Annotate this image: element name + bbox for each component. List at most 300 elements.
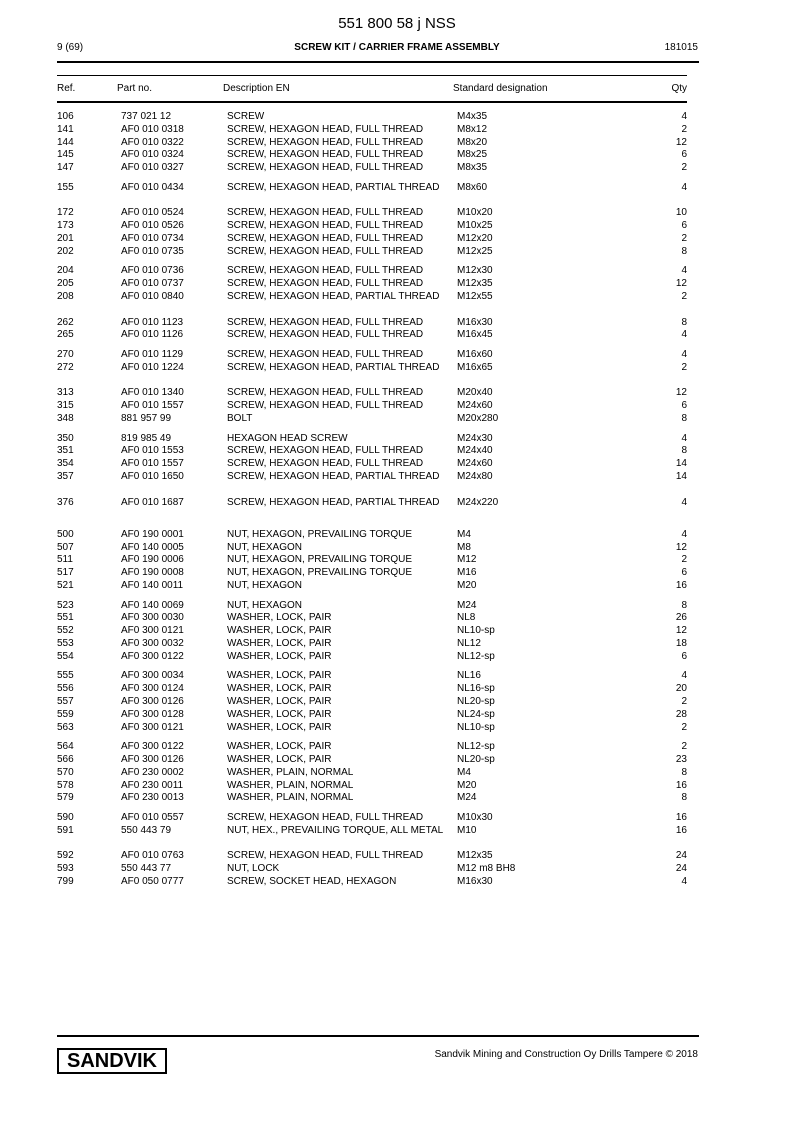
document-title: SCREW KIT / CARRIER FRAME ASSEMBLY (294, 42, 500, 53)
part-no-cell: AF0 010 0327 (121, 162, 184, 174)
ref-cell: 354 (57, 458, 74, 470)
ref-cell: 555 (57, 670, 74, 682)
qty-cell: 6 (681, 400, 687, 412)
part-no-cell: AF0 010 0324 (121, 149, 184, 161)
ref-cell: 141 (57, 123, 74, 135)
ref-cell: 564 (57, 741, 74, 753)
part-no-cell: 550 443 77 (121, 863, 172, 875)
standard-designation-cell: M10x25 (457, 220, 493, 232)
ref-cell: 553 (57, 638, 74, 650)
logo-text: SANDVIK (66, 1050, 157, 1072)
ref-cell: 106 (57, 111, 74, 122)
qty-cell: 16 (675, 580, 687, 592)
description-cell: SCREW, HEXAGON HEAD, FULL THREAD (227, 316, 424, 328)
ref-cell: 201 (57, 232, 74, 244)
part-no-cell: AF0 010 0434 (121, 181, 184, 193)
table-row (0, 696, 794, 709)
part-no-cell: AF0 010 1340 (121, 387, 184, 399)
table-row (0, 741, 794, 754)
ref-cell: 559 (57, 708, 74, 720)
part-no-cell: AF0 010 0557 (121, 812, 184, 824)
ref-cell: 799 (57, 876, 74, 887)
column-header-ref: Ref. (57, 83, 76, 94)
ref-cell: 270 (57, 348, 74, 360)
standard-designation-cell: NL10-sp (457, 625, 495, 637)
part-no-cell: AF0 010 1650 (121, 470, 184, 482)
description-cell: WASHER, LOCK, PAIR (227, 650, 332, 662)
ref-cell: 592 (57, 850, 74, 862)
ref-cell: 551 (57, 612, 74, 624)
ref-cell: 262 (57, 316, 74, 328)
description-cell: SCREW, HEXAGON HEAD, FULL THREAD (227, 812, 424, 824)
qty-cell: 8 (681, 792, 687, 804)
table-row (0, 387, 794, 400)
top-rule (57, 61, 699, 63)
description-cell: SCREW, HEXAGON HEAD, FULL THREAD (227, 458, 424, 470)
qty-cell: 12 (675, 541, 687, 553)
table-row (0, 317, 794, 330)
standard-designation-cell: M4 (457, 766, 471, 778)
description-cell: SCREW, HEXAGON HEAD, FULL THREAD (227, 387, 424, 399)
qty-cell: 4 (681, 432, 687, 444)
ref-cell: 357 (57, 470, 74, 482)
description-cell: SCREW, HEXAGON HEAD, FULL THREAD (227, 445, 424, 457)
part-no-cell: AF0 010 0737 (121, 278, 184, 290)
table-row (0, 612, 794, 625)
table-row (0, 433, 794, 446)
part-no-cell: AF0 190 0001 (121, 528, 184, 540)
qty-cell: 4 (681, 670, 687, 682)
standard-designation-cell: M12x20 (457, 232, 493, 244)
table-row (0, 792, 794, 805)
ref-cell: 350 (57, 432, 74, 444)
description-cell: WASHER, LOCK, PAIR (227, 741, 332, 753)
standard-designation-cell: NL16-sp (457, 683, 495, 695)
standard-designation-cell: M20 (457, 580, 477, 592)
part-no-cell: AF0 300 0121 (121, 721, 184, 733)
part-no-cell: AF0 300 0124 (121, 683, 184, 695)
qty-cell: 2 (681, 554, 687, 566)
table-row (0, 329, 794, 342)
standard-designation-cell: M12 m8 BH8 (457, 863, 516, 875)
description-cell: WASHER, LOCK, PAIR (227, 638, 332, 650)
qty-cell: 2 (681, 290, 687, 302)
table-row (0, 812, 794, 825)
qty-cell: 12 (675, 136, 687, 148)
table-row (0, 651, 794, 664)
ref-cell: 351 (57, 445, 74, 457)
description-cell: WASHER, PLAIN, NORMAL (227, 779, 354, 791)
part-no-cell: AF0 300 0126 (121, 696, 184, 708)
description-cell: SCREW, HEXAGON HEAD, PARTIAL THREAD (227, 496, 440, 508)
standard-designation-cell: M24x40 (457, 445, 493, 457)
description-cell: NUT, HEXAGON (227, 599, 303, 611)
ref-cell: 566 (57, 754, 74, 766)
part-no-cell: AF0 010 0524 (121, 207, 184, 219)
standard-designation-cell: M20x40 (457, 387, 493, 399)
part-no-cell: AF0 010 0322 (121, 136, 184, 148)
description-cell: SCREW, HEXAGON HEAD, PARTIAL THREAD (227, 470, 440, 482)
standard-designation-cell: NL20-sp (457, 696, 495, 708)
standard-designation-cell: M8x20 (457, 136, 488, 148)
ref-cell: 155 (57, 181, 74, 193)
standard-designation-cell: M16x45 (457, 329, 493, 341)
ref-cell: 563 (57, 721, 74, 733)
standard-designation-cell: M8x12 (457, 123, 488, 135)
description-cell: SCREW, HEXAGON HEAD, PARTIAL THREAD (227, 290, 440, 302)
table-row (0, 876, 794, 889)
description-cell: SCREW, HEXAGON HEAD, PARTIAL THREAD (227, 181, 440, 193)
standard-designation-cell: M12x35 (457, 278, 493, 290)
parts-table (0, 111, 794, 889)
document-date: 181015 (664, 42, 698, 53)
qty-cell: 10 (675, 207, 687, 219)
qty-cell: 6 (681, 220, 687, 232)
part-no-cell: AF0 300 0126 (121, 754, 184, 766)
qty-cell: 18 (675, 638, 687, 650)
description-cell: WASHER, LOCK, PAIR (227, 683, 332, 695)
table-row (0, 220, 794, 233)
part-no-cell: AF0 300 0034 (121, 670, 184, 682)
column-header-standard: Standard designation (453, 83, 548, 94)
copyright-text: Sandvik Mining and Construction Oy Drills Tampere © 2018 (434, 1049, 698, 1060)
description-cell: SCREW, HEXAGON HEAD, FULL THREAD (227, 245, 424, 257)
document-number: 551 800 58 j NSS (338, 15, 456, 32)
description-cell: WASHER, LOCK, PAIR (227, 721, 332, 733)
part-no-cell: AF0 300 0121 (121, 625, 184, 637)
description-cell: WASHER, PLAIN, NORMAL (227, 766, 354, 778)
table-row (0, 182, 794, 208)
part-no-cell: AF0 230 0013 (121, 792, 184, 804)
ref-cell: 579 (57, 792, 74, 804)
description-cell: NUT, HEXAGON, PREVAILING TORQUE (227, 567, 413, 579)
standard-designation-cell: M8x60 (457, 181, 488, 193)
table-row (0, 767, 794, 780)
part-no-cell: AF0 230 0011 (121, 779, 184, 791)
part-no-cell: AF0 010 0734 (121, 232, 184, 244)
qty-cell: 4 (681, 876, 687, 887)
standard-designation-cell: M4x35 (457, 111, 488, 122)
part-no-cell: AF0 010 1553 (121, 445, 184, 457)
part-no-cell: AF0 010 0840 (121, 290, 184, 302)
qty-cell: 2 (681, 741, 687, 753)
standard-designation-cell: M16x65 (457, 361, 493, 373)
qty-cell: 2 (681, 696, 687, 708)
description-cell: SCREW, HEXAGON HEAD, FULL THREAD (227, 149, 424, 161)
table-row (0, 162, 794, 175)
table-row (0, 349, 794, 362)
qty-cell: 12 (675, 625, 687, 637)
qty-cell: 28 (675, 708, 687, 720)
table-row (0, 124, 794, 137)
standard-designation-cell: NL12-sp (457, 741, 495, 753)
standard-designation-cell: M24x80 (457, 470, 493, 482)
table-row (0, 780, 794, 793)
standard-designation-cell: M24x220 (457, 496, 499, 508)
table-row (0, 825, 794, 851)
part-no-cell: AF0 010 1557 (121, 400, 184, 412)
standard-designation-cell: M24x60 (457, 458, 493, 470)
qty-cell: 2 (681, 123, 687, 135)
description-cell: SCREW, HEXAGON HEAD, FULL THREAD (227, 329, 424, 341)
ref-cell: 591 (57, 824, 74, 836)
standard-designation-cell: NL20-sp (457, 754, 495, 766)
part-no-cell: AF0 300 0122 (121, 650, 184, 662)
standard-designation-cell: M10 (457, 824, 477, 836)
qty-cell: 6 (681, 567, 687, 579)
part-no-cell: AF0 010 1126 (121, 329, 184, 341)
part-no-cell: AF0 300 0122 (121, 741, 184, 753)
qty-cell: 16 (675, 812, 687, 824)
table-row (0, 278, 794, 291)
table-row (0, 638, 794, 651)
standard-designation-cell: NL12 (457, 638, 481, 650)
part-no-cell: AF0 010 0736 (121, 265, 184, 277)
column-header-part-no: Part no. (117, 83, 153, 94)
description-cell: BOLT (227, 412, 253, 424)
description-cell: WASHER, LOCK, PAIR (227, 670, 332, 682)
part-no-cell: AF0 050 0777 (121, 876, 184, 887)
qty-cell: 12 (675, 387, 687, 399)
description-cell: WASHER, LOCK, PAIR (227, 708, 332, 720)
description-cell: SCREW (227, 111, 265, 122)
table-row (0, 542, 794, 555)
table-row (0, 863, 794, 876)
ref-cell: 557 (57, 696, 74, 708)
part-no-cell: AF0 010 1123 (121, 316, 184, 328)
table-row (0, 246, 794, 259)
part-no-cell: AF0 010 1224 (121, 361, 184, 373)
standard-designation-cell: M20 (457, 779, 477, 791)
table-row (0, 625, 794, 638)
standard-designation-cell: M8x25 (457, 149, 488, 161)
standard-designation-cell: M24x60 (457, 400, 493, 412)
ref-cell: 578 (57, 779, 74, 791)
standard-designation-cell: M24 (457, 599, 477, 611)
description-cell: NUT, HEX., PREVAILING TORQUE, ALL METAL (227, 824, 444, 836)
ref-cell: 590 (57, 812, 74, 824)
standard-designation-cell: M4 (457, 528, 471, 540)
ref-cell: 173 (57, 220, 74, 232)
column-headers (0, 83, 794, 97)
qty-cell: 6 (681, 650, 687, 662)
ref-cell: 145 (57, 149, 74, 161)
ref-cell: 315 (57, 400, 74, 412)
table-row (0, 458, 794, 471)
qty-cell: 8 (681, 766, 687, 778)
part-no-cell: AF0 010 1129 (121, 348, 184, 360)
part-no-cell: AF0 190 0008 (121, 567, 184, 579)
ref-cell: 313 (57, 387, 74, 399)
qty-cell: 4 (681, 348, 687, 360)
ref-cell: 554 (57, 650, 74, 662)
part-no-cell: 881 957 99 (121, 412, 172, 424)
table-row (0, 567, 794, 580)
ref-cell: 202 (57, 245, 74, 257)
standard-designation-cell: M12x55 (457, 290, 493, 302)
table-row (0, 233, 794, 246)
standard-designation-cell: M16x30 (457, 876, 493, 887)
standard-designation-cell: M20x280 (457, 412, 499, 424)
ref-cell: 172 (57, 207, 74, 219)
part-no-cell: AF0 300 0128 (121, 708, 184, 720)
table-row (0, 291, 794, 317)
part-no-cell: AF0 010 0526 (121, 220, 184, 232)
table-row (0, 529, 794, 542)
part-no-cell: AF0 010 1557 (121, 458, 184, 470)
ref-cell: 208 (57, 290, 74, 302)
description-cell: WASHER, LOCK, PAIR (227, 696, 332, 708)
table-row (0, 400, 794, 413)
header-top-rule (57, 75, 687, 76)
standard-designation-cell: M16x60 (457, 348, 493, 360)
ref-cell: 593 (57, 863, 74, 875)
standard-designation-cell: NL24-sp (457, 708, 495, 720)
qty-cell: 20 (675, 683, 687, 695)
description-cell: SCREW, HEXAGON HEAD, FULL THREAD (227, 162, 424, 174)
qty-cell: 14 (675, 458, 687, 470)
description-cell: SCREW, HEXAGON HEAD, FULL THREAD (227, 136, 424, 148)
description-cell: SCREW, HEXAGON HEAD, FULL THREAD (227, 207, 424, 219)
table-row (0, 554, 794, 567)
part-no-cell: 737 021 12 (121, 111, 172, 122)
qty-cell: 23 (675, 754, 687, 766)
ref-cell: 511 (57, 554, 73, 566)
qty-cell: 16 (675, 824, 687, 836)
table-row (0, 709, 794, 722)
ref-cell: 500 (57, 528, 74, 540)
qty-cell: 4 (681, 111, 687, 122)
qty-cell: 4 (681, 181, 687, 193)
column-header-qty: Qty (671, 83, 687, 94)
table-row (0, 580, 794, 593)
qty-cell: 14 (675, 470, 687, 482)
table-row (0, 111, 794, 124)
description-cell: NUT, LOCK (227, 863, 280, 875)
table-row (0, 413, 794, 426)
qty-cell: 8 (681, 245, 687, 257)
description-cell: WASHER, LOCK, PAIR (227, 625, 332, 637)
qty-cell: 8 (681, 412, 687, 424)
description-cell: WASHER, LOCK, PAIR (227, 612, 332, 624)
part-no-cell: AF0 010 1687 (121, 496, 184, 508)
description-cell: SCREW, HEXAGON HEAD, FULL THREAD (227, 850, 424, 862)
ref-cell: 265 (57, 329, 74, 341)
table-row (0, 754, 794, 767)
sandvik-logo (57, 1048, 167, 1074)
column-header-description: Description EN (223, 83, 290, 94)
description-cell: SCREW, HEXAGON HEAD, FULL THREAD (227, 278, 424, 290)
ref-cell: 205 (57, 278, 74, 290)
description-cell: SCREW, HEXAGON HEAD, PARTIAL THREAD (227, 361, 440, 373)
header-bottom-rule (57, 101, 687, 103)
standard-designation-cell: M24x30 (457, 432, 493, 444)
qty-cell: 24 (675, 863, 687, 875)
description-cell: NUT, HEXAGON (227, 580, 303, 592)
standard-designation-cell: M12 (457, 554, 477, 566)
standard-designation-cell: M10x20 (457, 207, 493, 219)
qty-cell: 24 (675, 850, 687, 862)
qty-cell: 12 (675, 278, 687, 290)
part-no-cell: 819 985 49 (121, 432, 172, 444)
qty-cell: 8 (681, 599, 687, 611)
table-row (0, 471, 794, 497)
ref-cell: 144 (57, 136, 74, 148)
table-row (0, 683, 794, 696)
part-no-cell: AF0 010 0318 (121, 123, 184, 135)
qty-cell: 4 (681, 329, 687, 341)
ref-cell: 556 (57, 683, 74, 695)
table-row (0, 265, 794, 278)
description-cell: SCREW, HEXAGON HEAD, FULL THREAD (227, 123, 424, 135)
table-row (0, 362, 794, 388)
part-no-cell: AF0 140 0011 (121, 580, 184, 592)
description-cell: SCREW, SOCKET HEAD, HEXAGON (227, 876, 397, 887)
qty-cell: 4 (681, 496, 687, 508)
ref-cell: 272 (57, 361, 74, 373)
standard-designation-cell: M12x25 (457, 245, 493, 257)
table-row (0, 207, 794, 220)
description-cell: WASHER, PLAIN, NORMAL (227, 792, 354, 804)
ref-cell: 552 (57, 625, 74, 637)
part-no-cell: AF0 140 0069 (121, 599, 184, 611)
description-cell: SCREW, HEXAGON HEAD, FULL THREAD (227, 265, 424, 277)
part-no-cell: AF0 300 0030 (121, 612, 184, 624)
description-cell: SCREW, HEXAGON HEAD, FULL THREAD (227, 400, 424, 412)
part-no-cell: AF0 140 0005 (121, 541, 184, 553)
qty-cell: 8 (681, 316, 687, 328)
table-row (0, 722, 794, 735)
ref-cell: 147 (57, 162, 74, 174)
description-cell: SCREW, HEXAGON HEAD, FULL THREAD (227, 348, 424, 360)
description-cell: SCREW, HEXAGON HEAD, FULL THREAD (227, 232, 424, 244)
footer-rule (57, 1035, 699, 1037)
qty-cell: 8 (681, 445, 687, 457)
qty-cell: 4 (681, 265, 687, 277)
qty-cell: 2 (681, 721, 687, 733)
standard-designation-cell: M8x35 (457, 162, 488, 174)
table-row (0, 137, 794, 150)
ref-cell: 204 (57, 265, 74, 277)
ref-cell: 517 (57, 567, 74, 579)
part-no-cell: AF0 190 0006 (121, 554, 184, 566)
standard-designation-cell: M24 (457, 792, 477, 804)
qty-cell: 2 (681, 162, 687, 174)
standard-designation-cell: M10x30 (457, 812, 493, 824)
qty-cell: 26 (675, 612, 687, 624)
ref-cell: 521 (57, 580, 74, 592)
standard-designation-cell: M16 (457, 567, 477, 579)
standard-designation-cell: M8 (457, 541, 471, 553)
table-row (0, 600, 794, 613)
description-cell: NUT, HEXAGON, PREVAILING TORQUE (227, 528, 413, 540)
table-row (0, 445, 794, 458)
description-cell: WASHER, LOCK, PAIR (227, 754, 332, 766)
ref-cell: 570 (57, 766, 74, 778)
qty-cell: 2 (681, 232, 687, 244)
page-number: 9 (69) (57, 42, 84, 53)
description-cell: NUT, HEXAGON, PREVAILING TORQUE (227, 554, 413, 566)
table-row (0, 149, 794, 162)
ref-cell: 507 (57, 541, 74, 553)
part-no-cell: AF0 010 0735 (121, 245, 184, 257)
ref-cell: 523 (57, 599, 74, 611)
standard-designation-cell: M16x30 (457, 316, 493, 328)
standard-designation-cell: NL8 (457, 612, 476, 624)
standard-designation-cell: NL12-sp (457, 650, 495, 662)
qty-cell: 2 (681, 361, 687, 373)
qty-cell: 4 (681, 528, 687, 540)
